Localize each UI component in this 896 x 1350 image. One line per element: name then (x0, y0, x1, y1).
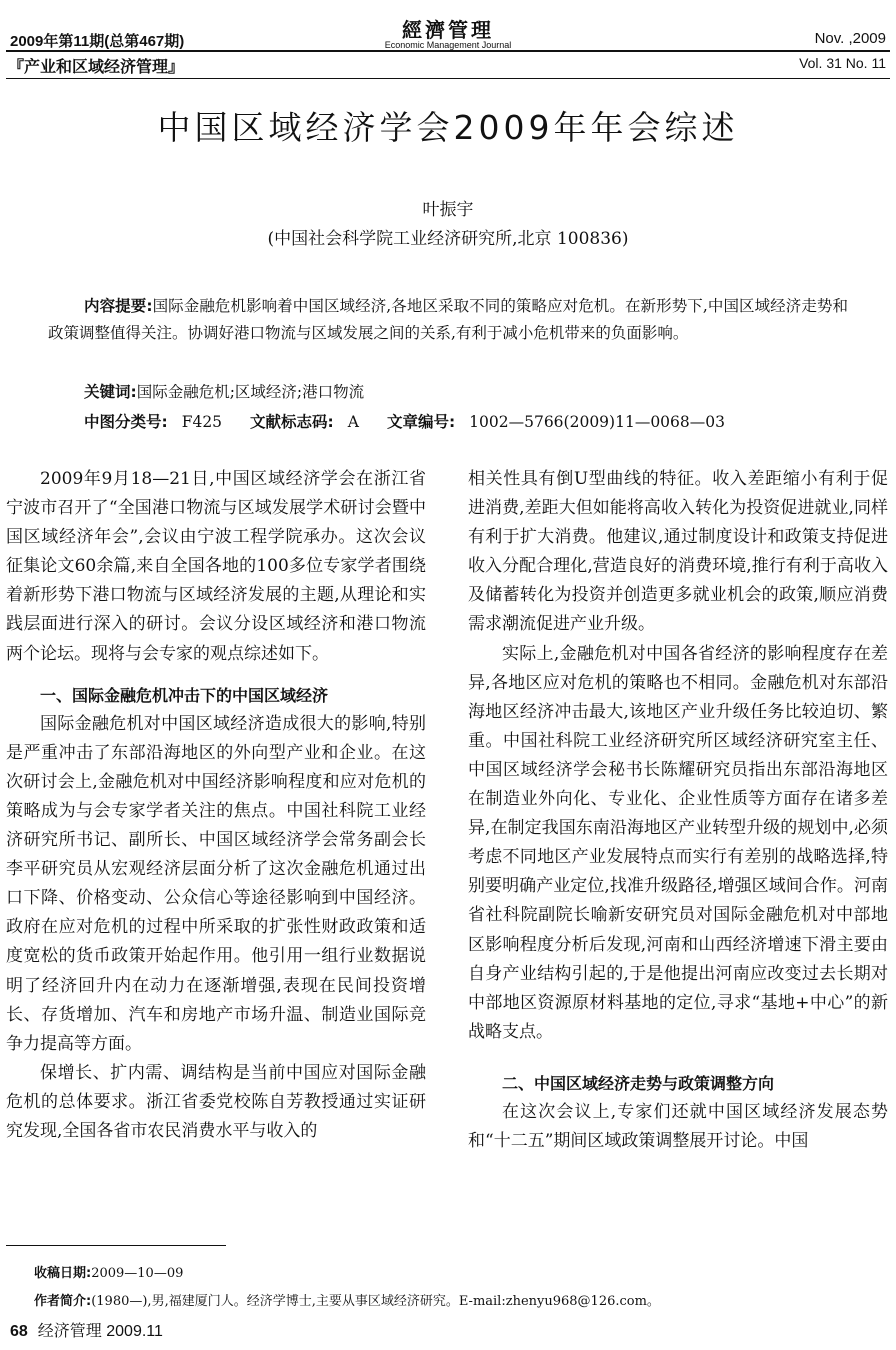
doc-code-value: A (347, 413, 359, 431)
body-column-right (468, 465, 888, 1156)
body-paragraph: 国际金融危机对中国区域经济造成很大的影响,特别是严重冲击了东部沿海地区的外向型产业和企业。在这次研讨会上,金融危机对中国经济影响程度和应对危机的策略成为与会专家学者关注的焦点。中国社科院工业经济研究所书记、副所长、中国区域经济学会常务副会长李平研究员从宏观经济层面分析了这次金融危机通过出口下降、价格变动、公众信心等途径影响到中国经济。政府在应对危机的过程中所采取的扩张性财政政策和适度宽松的货币政策开始起作用。他引用一组行业数据说明了经济回升内在动力在逐渐增强,表现在民间投资增长、存货增加、汽车和房地产市场升温、制造业国际竞争力提高等方面。 (6, 713, 426, 1054)
abstract (48, 293, 848, 347)
issue-info: 2009年第11期(总第467期) (10, 33, 185, 50)
journal-name-cn: 經濟管理 (402, 18, 494, 42)
bio-label: 作者简介: (34, 1294, 92, 1309)
author-affiliation: (中国社会科学院工业经济研究所,北京 100836) (267, 229, 629, 249)
footer-journal: 经济管理 2009.11 (37, 1323, 163, 1340)
section-heading-1: 一、国际金融危机冲击下的中国区域经济 (40, 685, 329, 705)
clc-value: F425 (181, 413, 223, 431)
header-rule (6, 50, 890, 52)
issue-date: Nov. ,2009 (814, 30, 886, 47)
page-number: 68 (10, 1323, 28, 1340)
clc-label: 中图分类号: (84, 413, 168, 431)
body-paragraph: 在这次会议上,专家们还就中国区域经济发展态势和“十二五”期间区域政策调整展开讨论。中国 (468, 1101, 888, 1151)
bio-value: (1980—),男,福建厦门人。经济学博士,主要从事区域经济研究。E-mail:zhenyu968@126.com。 (91, 1294, 660, 1309)
body-paragraph: 相关性具有倒U型曲线的特征。收入差距缩小有利于促进消费,差距大但如能将高收入转化为投资促进就业,同样有利于扩大消费。他建议,通过制度设计和政策支持促进收入分配合理化,营造良好的消费环境,推行有利于高收入及储蓄转化为投资并创造更多就业机会的政策,顺应消费需求潮流促进产业升级。 (468, 469, 888, 635)
author-bio (34, 1290, 660, 1309)
keywords-label: 关键词: (84, 383, 137, 401)
body-paragraph: 实际上,金融危机对中国各省经济的影响程度存在差异,各地区应对危机的策略也不相同。金融危机对东部沿海地区经济冲击最大,该地区产业升级任务比较迫切、繁重。中国社科院工业经济研究所区域经济研究室主任、中国区域经济学会秘书长陈耀研究员指出东部沿海地区在制造业外向化、专业化、企业性质等方面存在诸多差异,在制定我国东南沿海地区产业转型升级的规划中,必须考虑不同地区产业发展特点而实行有差别的战略选择,特别要明确产业定位,找准升级路径,增强区域间合作。河南省社科院副院长喻新安研究员对国际金融危机对中部地区影响程度分析后发现,河南和山西经济增速下滑主要由自身产业结构引起的,于是他提出河南应改变过去长期对中部地区资源原材料基地的定位,寻求“基地+中心”的新战略支点。 (468, 643, 888, 1042)
body-paragraph: 2009年9月18—21日,中国区域经济学会在浙江省宁波市召开了“全国港口物流与区域发展学术研讨会暨中国区域经济年会”,会议由宁波工程学院承办。这次会议征集论文60余篇,来自全国各地的100多位专家学者围绕着新形势下港口物流与区域经济发展的主题,从理论和实践层面进行深入的研讨。会议分设区域经济和港口物流两个论坛。现将与会专家的观点综述如下。 (6, 469, 426, 664)
journal-masthead (0, 20, 896, 51)
article-no-label: 文章编号: (386, 413, 456, 431)
volume-info: Vol. 31 No. 11 (799, 55, 886, 71)
received-date (34, 1262, 183, 1281)
doc-code-label: 文献标志码: (250, 413, 334, 431)
abstract-label: 内容提要: (84, 297, 153, 315)
section-name: 『产业和区域经济管理』 (8, 57, 185, 76)
keywords-text: 国际金融危机;区域经济;港口物流 (136, 383, 365, 401)
article-no-value: 1002—5766(2009)11—0068—03 (469, 413, 725, 431)
section-heading-2: 二、中国区域经济走势与政策调整方向 (502, 1073, 775, 1093)
keywords (84, 380, 364, 402)
classification-line (84, 410, 753, 432)
journal-name-en: Economic Management Journal (384, 40, 512, 50)
received-value: 2009—10—09 (91, 1266, 184, 1281)
article-title: 中国区域经济学会2009年年会综述 (157, 108, 739, 147)
section-rule (6, 78, 890, 79)
footnote-rule (6, 1245, 226, 1246)
body-paragraph: 保增长、扩内需、调结构是当前中国应对国际金融危机的总体要求。浙江省委党校陈自芳教授通过实证研究发现,全国各省市农民消费水平与收入的 (6, 1062, 426, 1141)
body-column-left (6, 465, 426, 1146)
article-author: 叶振宇 (422, 200, 474, 220)
page-footer (10, 1318, 163, 1341)
received-label: 收稿日期: (34, 1266, 92, 1281)
abstract-text: 国际金融危机影响着中国区域经济,各地区采取不同的策略应对危机。在新形势下,中国区域经济走势和政策调整值得关注。协调好港口物流与区域发展之间的关系,有利于减小危机带来的负面影响。 (48, 297, 848, 342)
